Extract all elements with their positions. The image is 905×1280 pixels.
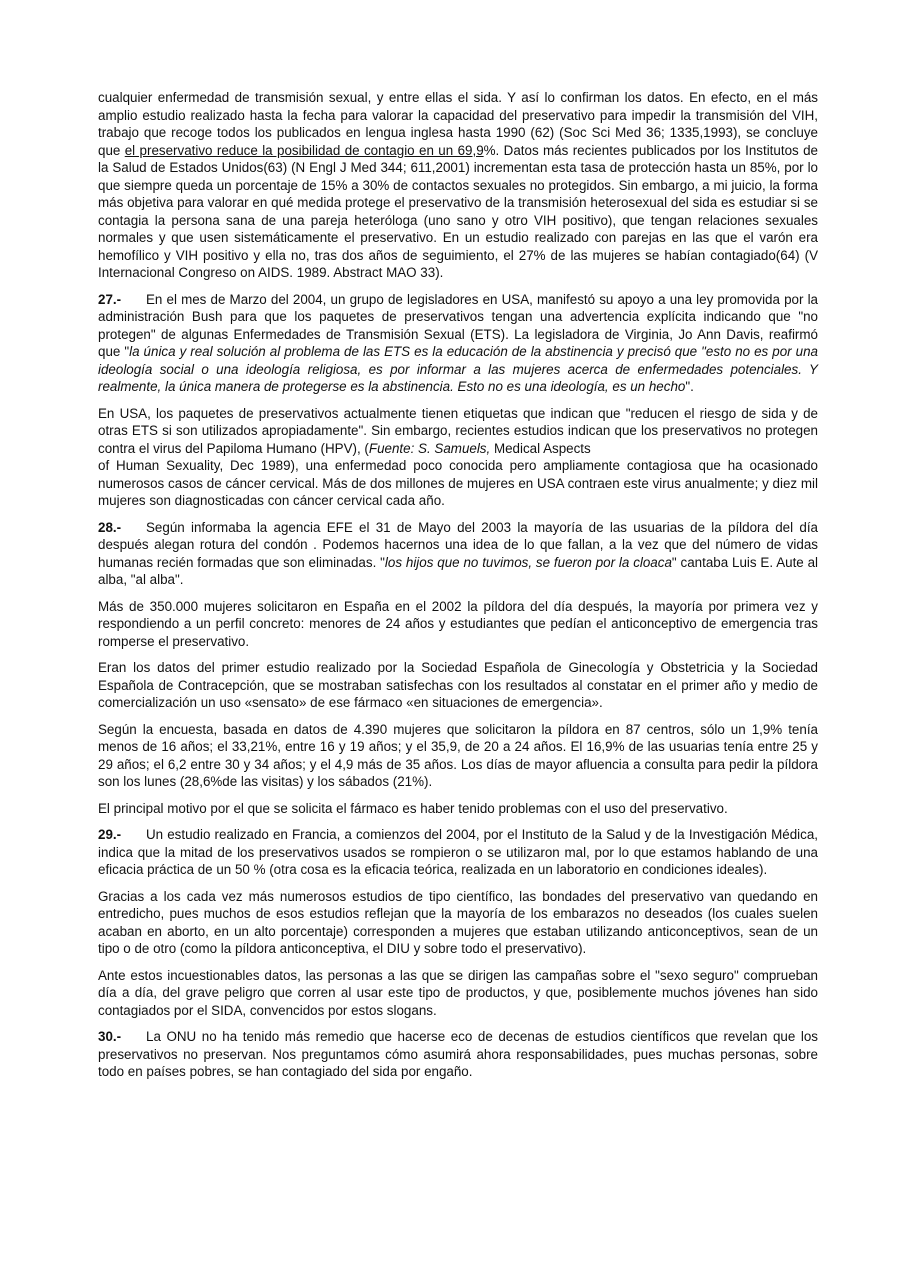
paragraph	[98, 89, 818, 282]
paragraph	[98, 659, 818, 712]
text-run: Gracias a los cada vez más numerosos estudios de tipo científico, las bondades del preservativo van quedando en entredicho, pues muchos de esos estudios reflejan que la mayoría de los embarazos no deseados (los cuales suelen acaban en aborto, en un alto porcentaje) corresponden a mujeres que estaban utilizando anticonceptivos, sean de un tipo o de otro (como la píldora anticonceptiva, el DIU y sobre todo el preservativo).	[98, 888, 818, 956]
paragraph-number: 27.-	[98, 291, 122, 307]
paragraph	[98, 721, 818, 791]
paragraph-number: 30.-	[98, 1029, 122, 1044]
text-run: los hijos que no tuvimos, se fueron por la cloaca	[384, 554, 672, 570]
paragraph	[98, 1028, 818, 1081]
text-run: of Human Sexuality, Dec 1989), una enfermedad poco conocida pero ampliamente contagiosa que ha ocasionado numerosos casos de cáncer cervical. Más de dos millones de mujeres en USA contraen este virus anualmente; y diez mil mujeres son diagnosticadas con cáncer cervical cada año.	[98, 458, 818, 508]
text-run: Fuente: S. Samuels,	[368, 440, 491, 456]
paragraph	[98, 291, 818, 396]
text-run: Según informaba la agencia EFE el 31 de Mayo del 2003 la mayoría de las usuarias de la píldora del día después alegan rotura del condón . Podemos hacernos una idea de lo que fallan, a la vez que del número de vidas humanas recién formadas que son eliminadas. "	[98, 519, 818, 570]
text-run: Más de 350.000 mujeres solicitaron en España en el 2002 la píldora del día después, la mayoría por primera vez y respondiendo a un perfil concreto: menores de 24 años y estudiantes que pedían el anticonceptivo de emergencia tras romperse el preservativo.	[98, 598, 818, 649]
text-run: Según la encuesta, basada en datos de 4.390 mujeres que solicitaron la píldora en 87 centros, sólo un 1,9% tenía menos de 16 años; el 33,21%, entre 16 y 19 años; y el 35,9, de 20 a 24 años. El 16,9% de las usuarias tenía entre 25 y 29 años; el 6,2 entre 30 y 34 años; y el 4,9 más de 35 años. Los días de mayor afluencia a consulta para pedir la píldora son los lunes (28,6%de las visitas) y los sábados (21%).	[98, 721, 818, 789]
paragraph-number: 29.-	[98, 827, 122, 842]
text-run: En USA, los paquetes de preservativos actualmente tienen etiquetas que indican que "reducen el riesgo de sida y de otras ETS si son utilizados apropiadamente". Sin embargo, recientes estudios indican que los preservativos no protegen contra el virus del Papiloma Humano (HPV), (	[98, 405, 818, 456]
text-run: %. Datos más recientes publicados por los Institutos de la Salud de Estados Unidos(63) (N Engl J Med 344; 611,2001) incrementan esta tasa de protección hasta un 85%, por lo que siempre queda un porcentaje de 15% a 30% de contactos sexuales no protegidos. Sin embargo, a mi juicio, la forma más objetiva para valorar en qué medida protege el preservativo de la transmisión heterosexual del sida es estudiar si se contagia la persona sana de una pareja heteróloga (uno sano y otro VIH positivo), que tengan relaciones sexuales normales y que usen sistemáticamente el preservativo. En un estudio realizado con parejas en las que el varón era hemofílico y VIH positivo y ella no, tras dos años de seguimiento, el 27% de las mujeres se habían contagiado(64) (V Internacional Congreso on AIDS. 1989. Abstract MAO 33).	[98, 142, 818, 280]
paragraph	[98, 826, 818, 879]
text-run: ".	[685, 379, 694, 394]
text-run: Medical Aspects	[490, 440, 591, 456]
document-body	[98, 89, 818, 1081]
paragraph-number: 28.-	[98, 519, 122, 535]
paragraph	[98, 967, 818, 1020]
text-run: cualquier enfermedad de transmisión sexual, y entre ellas el sida. Y así lo confirman los datos. En efecto, en el más amplio estudio realizado hasta la fecha para valorar la capacidad del preservativo para impedir la transmisión del VIH, trabajo que recoge todos los publicados en lengua inglesa hasta 1990 (62) (Soc Sci Med 36; 1335,1993), se concluye que	[98, 90, 818, 158]
text-run: Ante estos incuestionables datos, las personas a las que se dirigen las campañas sobre el "sexo seguro" comprueban día a día, del grave peligro que corren al usar este tipo de productos, y que, posiblemente muchos jóvenes han sido contagiados por el SIDA, convencidos por estos slogans.	[98, 967, 818, 1018]
paragraph	[98, 800, 818, 818]
text-run: " cantaba Luis E. Aute al alba, "al alba".	[98, 554, 819, 587]
paragraph	[98, 598, 818, 651]
text-run: La ONU no ha tenido más remedio que hacerse eco de decenas de estudios científicos que revelan que los preservativos no preservan. Nos preguntamos cómo asumirá ahora responsabilidades, pues muchas personas, sobre todo en países pobres, se han contagiado del sida por engaño.	[98, 1029, 818, 1079]
text-run: Eran los datos del primer estudio realizado por la Sociedad Española de Ginecología y Obstetricia y la Sociedad Española de Contracepción, que se mostraban satisfechas con los resultados al constatar en el primer año y medio de comercialización un uso «sensato» de ese fármaco «en situaciones de emergencia».	[98, 660, 818, 710]
paragraph	[98, 405, 818, 510]
text-run: el preservativo reduce la posibilidad de contagio en un 69,9	[124, 142, 484, 158]
text-run: Un estudio realizado en Francia, a comienzos del 2004, por el Instituto de la Salud y de la Investigación Médica, indica que la mitad de los preservativos usados se rompieron o se utilizaron mal, por lo que estamos hablando de una eficacia práctica de un 50 % (otra cosa es la eficacia teórica, realizada en un laboratorio en condiciones ideales).	[98, 827, 818, 877]
text-run: El principal motivo por el que se solicita el fármaco es haber tenido problemas con el uso del preservativo.	[98, 800, 728, 816]
paragraph	[98, 519, 818, 589]
text-run: En el mes de Marzo del 2004, un grupo de legisladores en USA, manifestó su apoyo a una ley promovida por la administración Bush para que los paquetes de preservativos tengan una advertencia explícita indicando que "no protegen" de algunas Enfermedades de Transmisión Sexual (ETS). La legisladora de Virginia, Jo Ann Davis, reafirmó que "	[98, 291, 818, 359]
text-run: la única y real solución al problema de las ETS es la educación de la abstinencia y precisó que "esto no es por una ideología social o una ideología religiosa, es por informar a las mujeres acerca de enfermedades potenciales. Y realmente, la única manera de protegerse es la abstinencia. Esto no es una ideología, es un hecho	[98, 344, 818, 394]
paragraph	[98, 888, 818, 958]
